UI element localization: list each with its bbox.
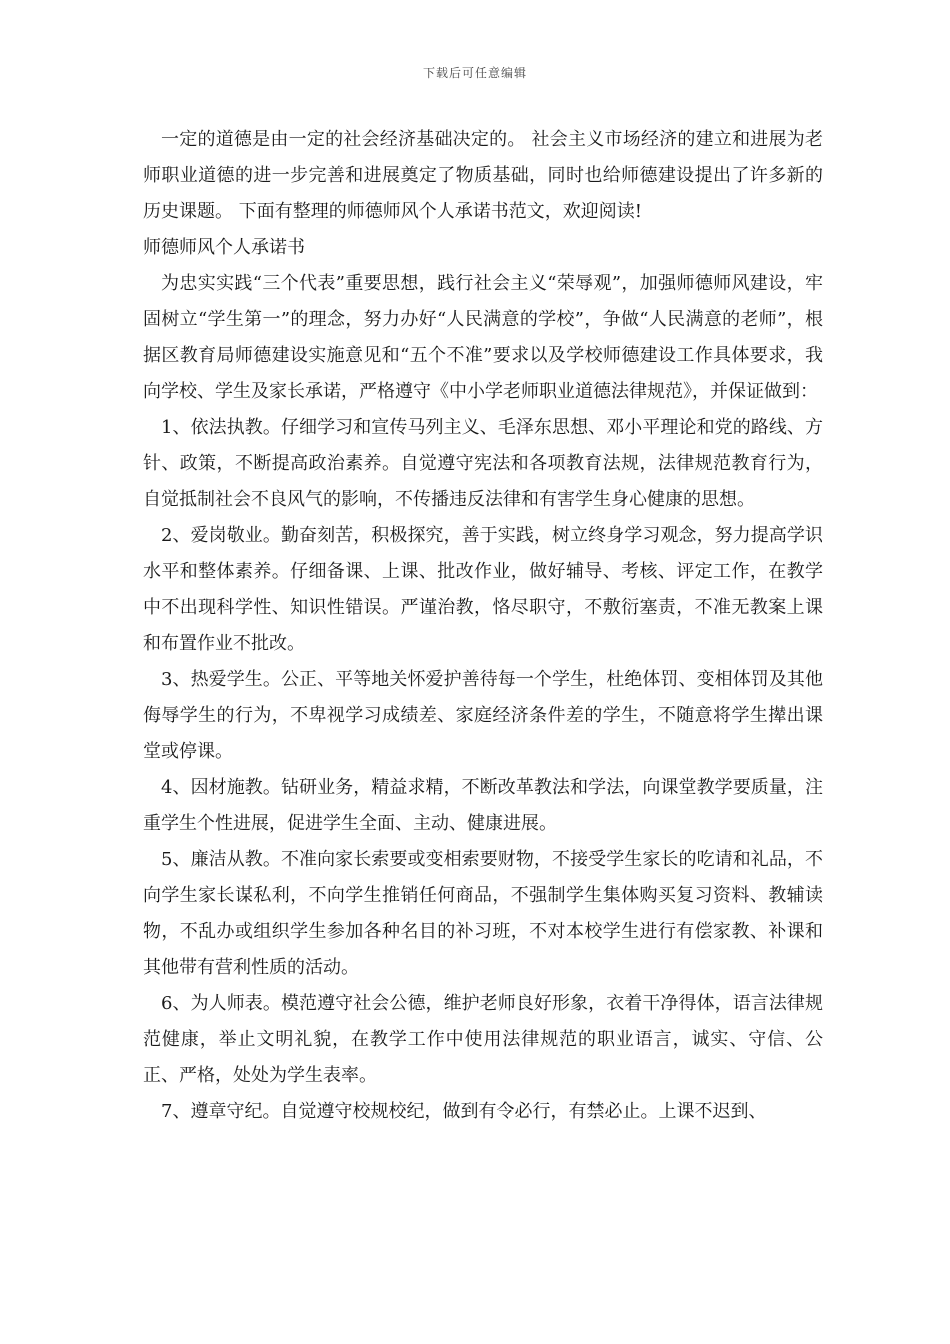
- intro-paragraph: 一定的道德是由一定的社会经济基础决定的。 社会主义市场经济的建立和进展为老师职业道德的进一步完善和进展奠定了物质基础，同时也给师德建设提出了许多新的历史课题。 下面有整理的师德师风个人承诺书范文，欢迎阅读!: [143, 129, 823, 222]
- pledge-item-6: 6、为人师表。模范遵守社会公德，维护老师良好形象，衣着干净得体，语言法律规范健康，举止文明礼貌，在教学工作中使用法律规范的职业语言，诚实、守信、公正、严格，处处为学生表率。: [143, 993, 823, 1086]
- pledge-item-1: 1、依法执教。仔细学习和宣传马列主义、毛泽东思想、邓小平理论和党的路线、方针、政策，不断提高政治素养。自觉遵守宪法和各项教育法规，法律规范教育行为，自觉抵制社会不良风气的影响，不传播违反法律和有害学生身心健康的思想。: [143, 417, 823, 510]
- document-body: [143, 122, 823, 1130]
- pledge-item-4: 4、因材施教。钻研业务，精益求精，不断改革教法和学法，向课堂教学要质量，注重学生个性进展，促进学生全面、主动、健康进展。: [143, 777, 823, 834]
- header-note: 下载后可任意编辑: [422, 66, 527, 80]
- pledge-item-5: 5、廉洁从教。不准向家长索要或变相索要财物，不接受学生家长的吃请和礼品，不向学生家长谋私利，不向学生推销任何商品，不强制学生集体购买复习资料、教辅读物，不乱办或组织学生参加各种名目的补习班，不对本校学生进行有偿家教、补课和其他带有营利性质的活动。: [143, 849, 823, 978]
- preface-paragraph: 为忠实实践“三个代表”重要思想，践行社会主义“荣辱观”，加强师德师风建设，牢固树立“学生第一”的理念，努力办好“人民满意的学校”，争做“人民满意的老师”，根据区教育局师德建设实施意见和“五个不准”要求以及学校师德建设工作具体要求，我向学校、学生及家长承诺，严格遵守《中小学老师职业道德法律规范》，并保证做到：: [143, 273, 823, 402]
- document-title: 师德师风个人承诺书: [143, 237, 305, 258]
- pledge-item-3: 3、热爱学生。公正、平等地关怀爱护善待每一个学生，杜绝体罚、变相体罚及其他侮辱学生的行为，不卑视学习成绩差、家庭经济条件差的学生，不随意将学生撵出课堂或停课。: [143, 669, 823, 762]
- pledge-item-2: 2、爱岗敬业。勤奋刻苦，积极探究，善于实践，树立终身学习观念，努力提高学识水平和整体素养。仔细备课、上课、批改作业，做好辅导、考核、评定工作，在教学中不出现科学性、知识性错误。严谨治教，恪尽职守，不敷衍塞责，不准无教案上课和布置作业不批改。: [143, 525, 823, 654]
- pledge-item-7: 7、遵章守纪。自觉遵守校规校纪，做到有令必行，有禁必止。上课不迟到、: [161, 1101, 767, 1122]
